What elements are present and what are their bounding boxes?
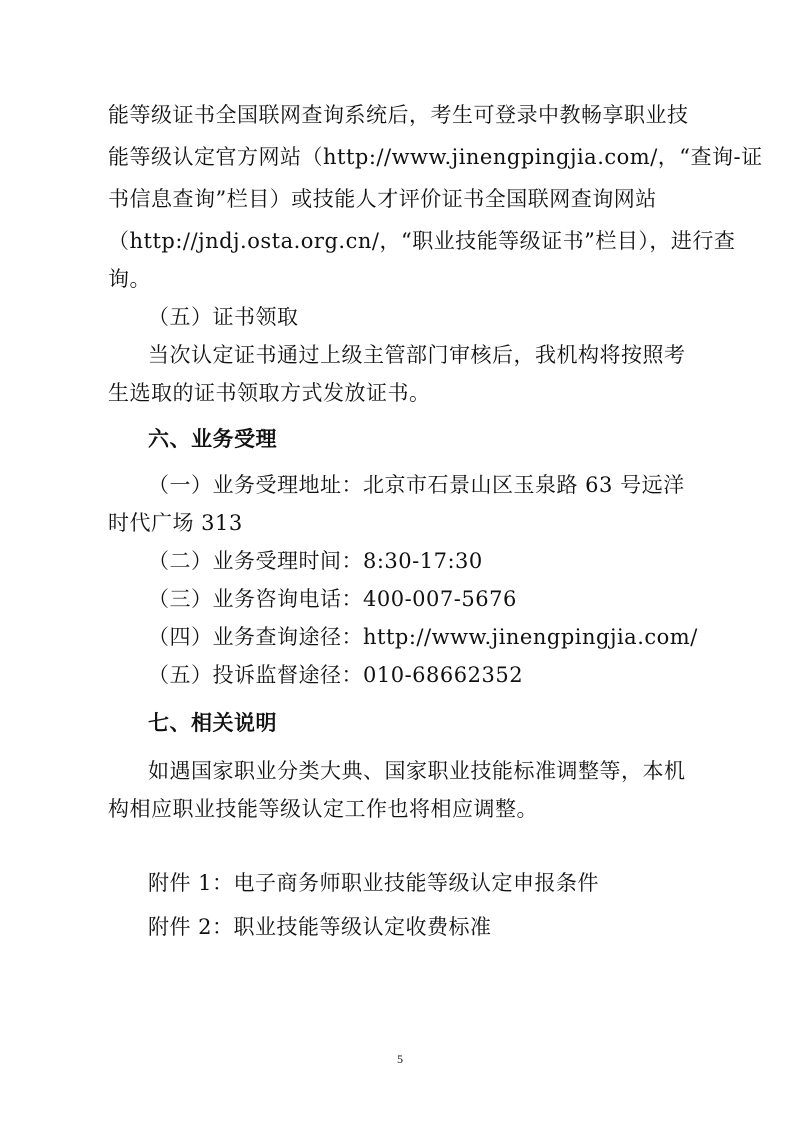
section6-item-5: （五）投诉监督途径：010-68662352 bbox=[148, 663, 524, 687]
section6-item-3: （三）业务咨询电话：400-007-5676 bbox=[148, 587, 517, 611]
section6-item-4: （四）业务查询途径：http://www.jinengpingjia.com/ bbox=[148, 625, 698, 649]
section6-item-2: （二）业务受理时间：8:30-17:30 bbox=[148, 549, 483, 573]
section7-line-1: 如遇国家职业分类大典、国家职业技能标准调整等，本机 bbox=[148, 759, 686, 783]
attachment-1: 附件 1：电子商务师职业技能等级认定申报条件 bbox=[148, 871, 600, 895]
intro-line-5: 询。 bbox=[108, 267, 151, 291]
section5-line-1: 当次认定证书通过上级主管部门审核后，我机构将按照考 bbox=[148, 343, 686, 367]
section5-title: （五）证书领取 bbox=[148, 305, 299, 329]
intro-line-3: 书信息查询”栏目）或技能人才评价证书全国联网查询网站 bbox=[108, 187, 657, 211]
page-number: 5 bbox=[397, 1052, 403, 1066]
section6-item-1: （一）业务受理地址：北京市石景山区玉泉路 63 号远洋 bbox=[148, 473, 685, 497]
attachment-2: 附件 2：职业技能等级认定收费标准 bbox=[148, 915, 492, 939]
section6-heading: 六、业务受理 bbox=[148, 427, 277, 451]
intro-line-2: 能等级认定官方网站（http://www.jinengpingjia.com/，“查询-证 bbox=[108, 145, 763, 169]
section6-item-1-continued: 时代广场 313 bbox=[108, 511, 243, 535]
intro-line-1: 能等级证书全国联网查询系统后，考生可登录中教畅享职业技 bbox=[108, 103, 689, 127]
section5-line-2: 生选取的证书领取方式发放证书。 bbox=[108, 381, 431, 405]
section7-heading: 七、相关说明 bbox=[148, 711, 277, 735]
intro-line-4: （http://jndj.osta.org.cn/，“职业技能等级证书”栏目），进行查 bbox=[108, 229, 736, 253]
section7-line-2: 构相应职业技能等级认定工作也将相应调整。 bbox=[108, 797, 538, 821]
